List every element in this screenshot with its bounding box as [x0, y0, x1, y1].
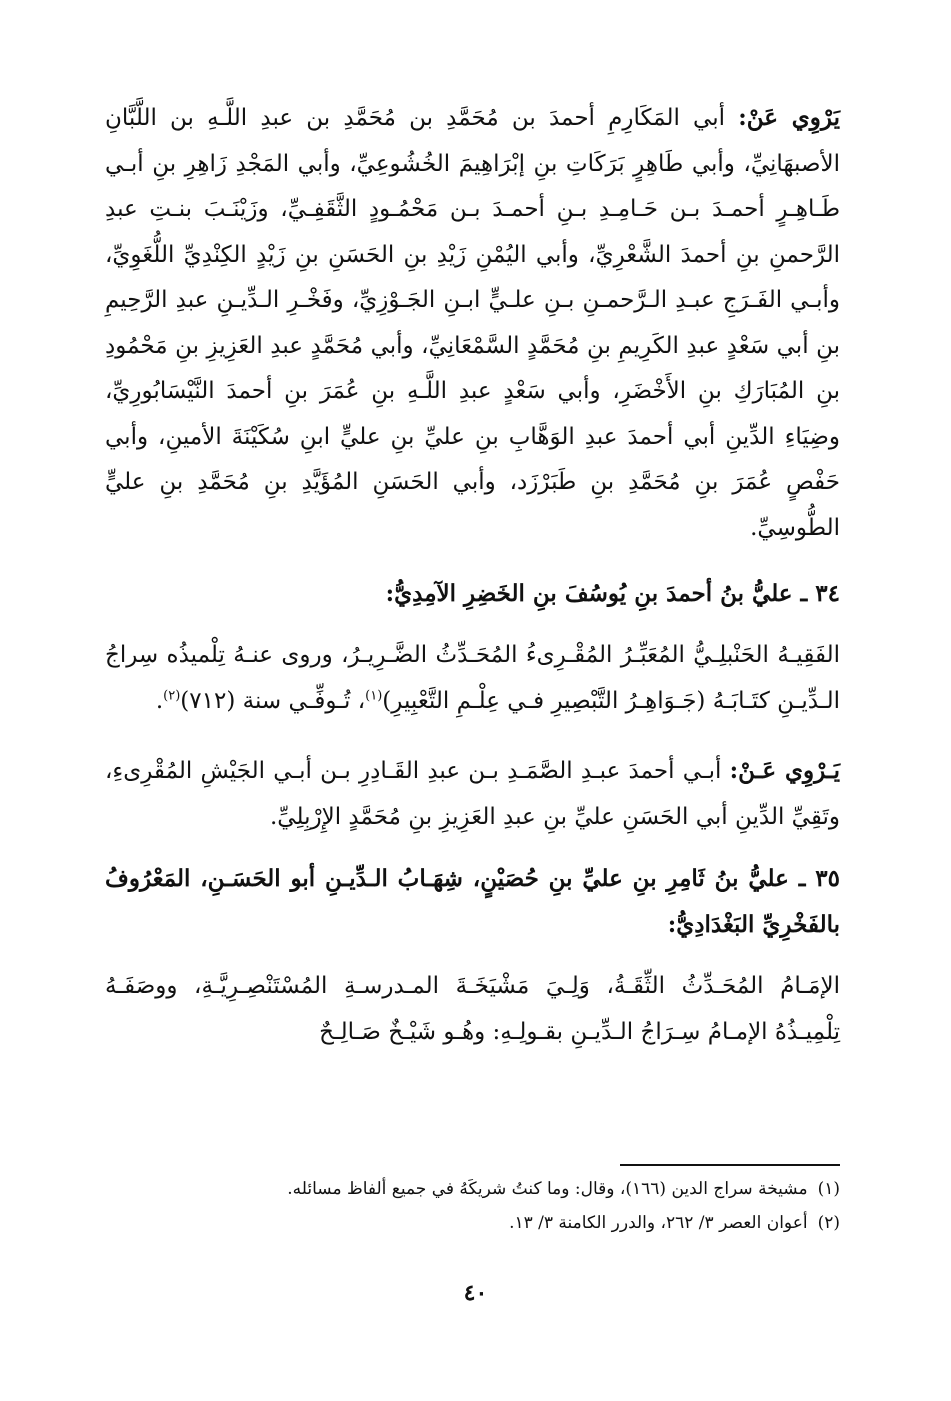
- spacer: [105, 617, 840, 633]
- spacer: [105, 551, 840, 571]
- footnotes: [105, 1172, 840, 1240]
- spacer: [105, 724, 840, 748]
- entry-34-bio: [105, 633, 840, 724]
- entry-34-narrators: [105, 748, 840, 840]
- entry-35-bio: الإمَـامُ المُحَـدِّثُ الثِّقَـةُ، وَلِـيَ مَشْيَخَـةَ المـدرسـةِ المُسْتَنْصِـرِيَّـةِ، ووصَفَـهُ تِلْمِيـذُهُ الإمـامُ سِـرَاجُ الـدِّيـنِ بقـولِـهِ: وهُـو شَيْـخٌ صَـالِـحٌ: [105, 973, 840, 1045]
- entry-34-heading: ٣٤ ـ عليُّ بنُ أحمدَ بنِ يُوسُفَ بنِ الخَضِرِ الآمِدِيُّ:: [385, 580, 840, 607]
- entry-34-bio-end: .: [155, 687, 164, 714]
- entry-34-narrators-text: أبـي أحمدَ عبـدِ الصَّمَـدِ بـن عبدِ القَـادِرِ بـن أبـي الجَيْشِ المُقْرِىءِ، وتَقِيِّ الدِّينِ أبي الحَسَنِ عليِّ بنِ عبدِ العَزِيزِ بنِ مُحَمَّدٍ الإِرْبِلِيِّ.: [105, 758, 840, 830]
- entry-34-bio-after: ، تُـوفِّـي سنة (٧١٢): [180, 687, 366, 714]
- footnote-divider: [620, 1164, 840, 1166]
- narrators-text: أبي المَكَارِمِ أحمدَ بن مُحَمَّدِ بن مُحَمَّدِ بن عبدِ اللَّـهِ بن اللَّبَّانِ الأصبهَانِيِّ، وأبي طَاهِرٍ بَرَكَاتِ بنِ إبْرَاهِيمَ الخُشُوعِيِّ، وأبي المَجْدِ زَاهِرِ بنِ أبـي طَـاهِـرٍ أحمـدَ بـن حَـامِـدِ بـنِ أحمـدَ بـن مَحْمُـودٍ الثَّقَفِـيِّ، وزَيْنَـبَ بنـتِ عبدِ الرَّحمنِ بنِ أحمدَ الشَّعْرِيِّ، وأبي اليُمْنِ زَيْدِ بنِ الحَسَنِ بنِ زَيْدٍ الكِنْدِيِّ اللُّغَوِيِّ، وأبـي الفَـرَجِ عبـدِ الـرَّحمـنِ بـنِ علـيٍّ ابـنِ الجَـوْزِيِّ، وفَخْـرِ الـدِّيـنِ عبدِ الرَّحِيمِ بنِ أبي سَعْدٍ عبدِ الكَرِيمِ بنِ مُحَمَّدٍ السَّمْعَانِيِّ، وأبي مُحَمَّدٍ عبدِ العَزِيزِ بنِ مَحْمُودِ بنِ المُبَارَكِ بنِ الأَخْضَرِ، وأبي سَعْدٍ عبدِ اللَّـهِ بنِ عُمَرَ بنِ أحمدَ النَّيْسَابُورِيِّ، وضِيَاءِ الدِّينِ أبي أحمدَ عبدِ الوَهَّابِ بنِ عليِّ بنِ عليٍّ ابنِ سُكَيْنَةَ الأمينِ، وأبي حَفْصٍ عُمَرَ بنِ مُحَمَّدِ بنِ طَبَرْزَد، وأبي الحَسَنِ المُؤَيَّدِ بنِ مُحَمَّدِ بنِ عليٍّ الطُّوسِيِّ.: [105, 105, 840, 541]
- page-number: ٤٠: [463, 1280, 488, 1306]
- footnote-1-text: مشيخة سراج الدين (١٦٦)، وقال: وما كنتُ شريكَهُ في جميع ألفاظ مسائله.: [287, 1179, 808, 1199]
- narrators-lead: يَرْوِي عَنْ:: [738, 104, 840, 131]
- footnote-2-text: أعوان العصر ٣/ ٢٦٢، والدرر الكامنة ٣/ ١٣.: [509, 1213, 808, 1233]
- spacer: [105, 840, 840, 856]
- footnote-2: [105, 1206, 840, 1240]
- narrators-paragraph: [105, 95, 840, 551]
- entry-34-bio-text: الفَقِيـهُ الحَنْبلِـيُّ المُعَبِّـرُ المُقْـرِىءُ المُحَـدِّثُ الضَّـرِيـرُ، وروى عنـهُ تِلْميذُه سِراجُ الـدِّيـنِ كتَـابَـهُ (جَـوَاهِـرُ التَّبْصِيرِ فـي عِلْـمِ التَّعْبِيرِ): [105, 642, 840, 714]
- entry-35-heading: ٣٥ ـ عليُّ بنُ ثَامِرِ بنِ عليِّ بنِ حُصَيْنٍ، شِهَـابُ الـدِّيـنِ أبو الحَسَـنِ، المَعْرُوفُ بالفَخْرِيِّ البَغْدَادِيُّ:: [105, 865, 840, 938]
- footnote-ref-2: (٢): [163, 687, 181, 703]
- footnote-1: [105, 1172, 840, 1206]
- footnote-2-number: (٢): [817, 1213, 840, 1233]
- spacer: [105, 948, 840, 964]
- footnote-1-number: (١): [817, 1179, 840, 1199]
- footnote-ref-1: (١): [365, 687, 383, 703]
- entry-34-narrators-lead: يَـرْوِي عَـنْ:: [729, 757, 840, 784]
- main-text: [105, 95, 840, 1055]
